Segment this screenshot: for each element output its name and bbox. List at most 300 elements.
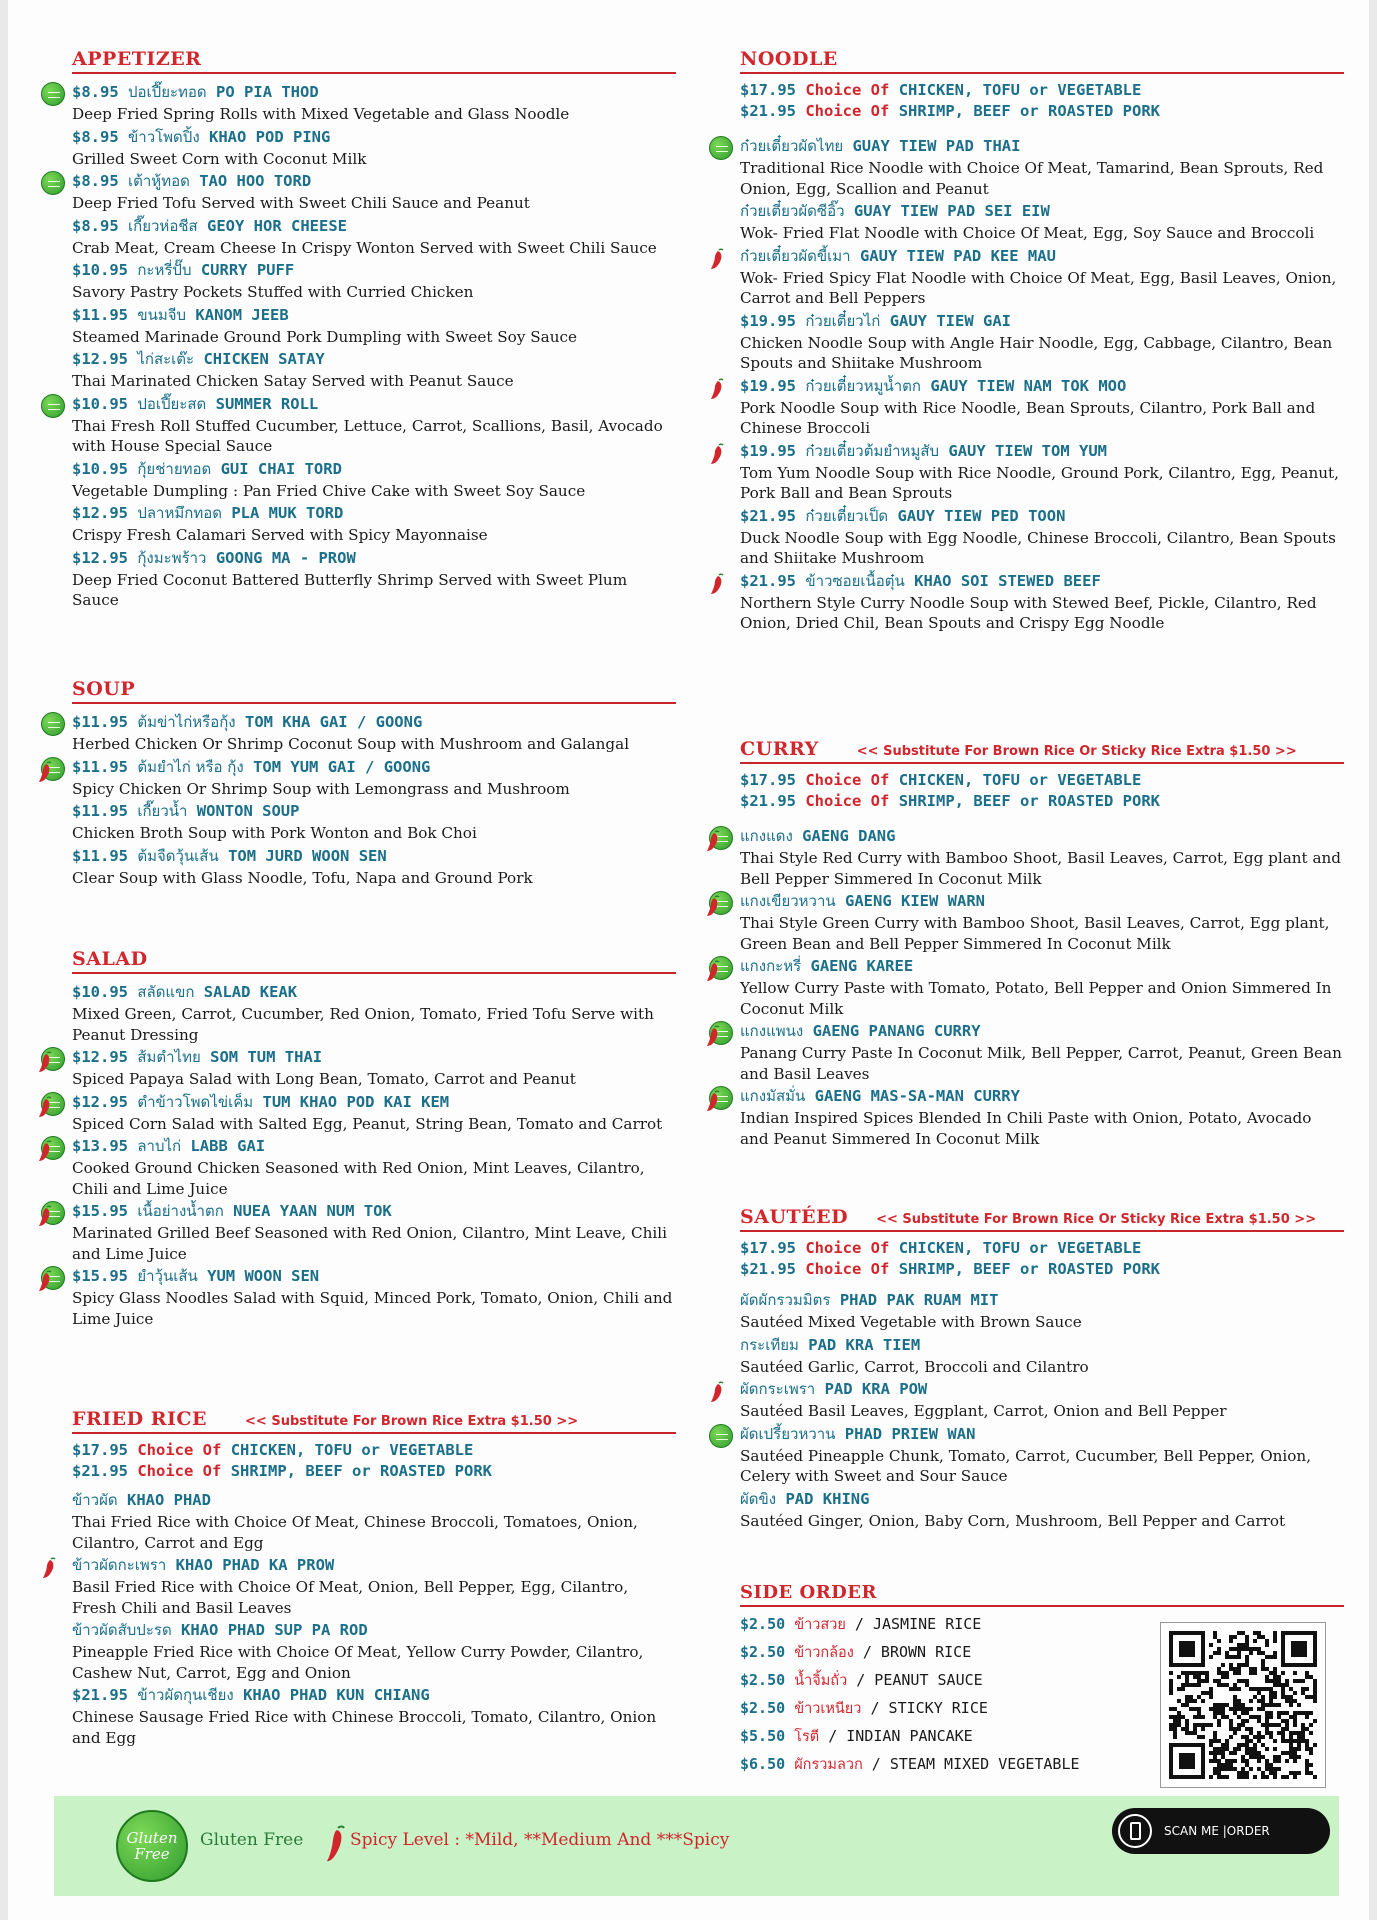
- gluten-free-icon: [41, 82, 65, 106]
- item-description: Grilled Sweet Corn with Coconut Milk: [72, 149, 367, 168]
- gluten-free-icon: [41, 712, 65, 736]
- fried-rice-header: [72, 1408, 676, 1434]
- menu-item: [740, 1487, 1344, 1532]
- curry-header: [740, 738, 1344, 764]
- menu-item: [740, 504, 1344, 569]
- item-name-line: [72, 980, 676, 1004]
- soup-title: SOUP: [72, 678, 136, 700]
- side-name: / STICKY RICE: [870, 1699, 988, 1717]
- item-price: $19.95: [740, 441, 796, 460]
- gluten-free-icon: [41, 171, 65, 195]
- item-description: Crispy Fresh Calamari Served with Spicy Mayonnaise: [72, 526, 488, 544]
- menu-item: [72, 1264, 676, 1329]
- menu-item: [72, 710, 676, 755]
- choice-label: Choice Of: [805, 792, 890, 810]
- item-name: GAUY TIEW PAD KEE MAU: [859, 246, 1056, 265]
- item-name-line: [72, 1618, 676, 1642]
- choice-price: $21.95: [740, 102, 796, 120]
- item-thai-name: ต้มจืดวุ้นเส้น: [137, 846, 219, 865]
- choice-price: $17.95: [740, 1239, 796, 1257]
- item-name: PAD KHING: [785, 1489, 870, 1508]
- item-name: GEOY HOR CHEESE: [207, 216, 347, 235]
- item-thai-name: แกงมัสมั่น: [740, 1087, 806, 1105]
- item-name-line: [740, 1487, 1344, 1511]
- menu-item: [740, 134, 1344, 199]
- item-name-line: [740, 1333, 1344, 1357]
- item-name-line: [740, 1377, 1344, 1401]
- item-name-line: [740, 1019, 1344, 1043]
- item-thai-name: กะหรี่ปั๊บ: [137, 261, 192, 279]
- item-thai-name: ข้าวผัดกุนเชียง: [137, 1686, 234, 1704]
- item-name-line: [740, 569, 1344, 593]
- item-name-line: [740, 824, 1344, 848]
- menu-item: [72, 392, 676, 457]
- gluten-free-label: Gluten Free: [200, 1830, 304, 1850]
- item-name-line: [740, 1084, 1344, 1108]
- item-description: Deep Fried Coconut Battered Butterfly Shrimp Served with Sweet Plum Sauce: [72, 570, 628, 609]
- spicy-level-label: Spicy Level : *Mild, **Medium And ***Spicy: [350, 1830, 730, 1850]
- item-thai-name: ก๋วยเตี๋ยวผัดซีอิ๊ว: [740, 202, 845, 220]
- chili-icon: [42, 1557, 58, 1579]
- choice-label: Choice Of: [805, 102, 890, 120]
- item-name-line: [740, 504, 1344, 528]
- item-thai-name: ข้าวซอยเนื้อตุ๋น: [805, 571, 905, 590]
- item-description: Sautéed Mixed Vegetable with Brown Sauce: [740, 1313, 1082, 1331]
- side-thai-name: ผักรวมลวก: [794, 1757, 863, 1773]
- item-thai-name: ก๋วยเตี๋ยวต้มยำหมูสับ: [805, 441, 940, 460]
- appetizer-title: APPETIZER: [72, 48, 202, 70]
- item-thai-name: ก๋วยเตี๋ยวผัดขี้เมา: [740, 246, 851, 265]
- chili-icon: [324, 1824, 350, 1864]
- side-price: $5.50: [740, 1727, 786, 1745]
- menu-item: [72, 980, 676, 1045]
- item-name: KHAO PHAD KA PROW: [175, 1556, 335, 1574]
- menu-item: [72, 1090, 676, 1135]
- menu-item: [740, 1377, 1344, 1422]
- item-name: KHAO POD PING: [209, 127, 331, 146]
- right-column: [740, 48, 1344, 1779]
- item-thai-name: ข้าวผัดสับปะรด: [72, 1621, 172, 1639]
- appetizer-items: [72, 80, 676, 611]
- item-thai-name: ต้มข่าไก่หรือกุ้ง: [137, 713, 236, 731]
- side-price: $2.50: [740, 1615, 786, 1633]
- item-description: Wok- Fried Flat Noodle with Choice Of Meat, Egg, Soy Sauce and Broccoli: [740, 224, 1315, 242]
- side-price: $6.50: [740, 1755, 786, 1773]
- item-description: Wok- Fried Spicy Flat Noodle with Choice Of Meat, Egg, Basil Leaves, Onion, Carrot and Bell Peppers: [740, 268, 1337, 307]
- item-name: GUI CHAI TORD: [220, 459, 342, 478]
- item-description: Steamed Marinade Ground Pork Dumpling with Sweet Soy Sauce: [72, 327, 577, 346]
- item-name: WONTON SOUP: [196, 802, 300, 820]
- menu-item: [72, 214, 676, 259]
- item-description: Deep Fried Spring Rolls with Mixed Vegetable and Glass Noodle: [72, 105, 570, 123]
- item-thai-name: ก๋วยเตี๋ยวเป็ด: [805, 506, 889, 525]
- chili-icon: [710, 573, 726, 595]
- menu-item: [72, 457, 676, 502]
- menu-item: [740, 824, 1344, 889]
- item-name: GAUY TIEW PED TOON: [897, 506, 1066, 525]
- chili-icon: [706, 895, 722, 917]
- item-description: Sautéed Pineapple Chunk, Tomato, Carrot, Cucumber, Bell Pepper, Onion, Celery with Sweet and Sour Sauce: [740, 1446, 1312, 1485]
- item-price: $11.95: [72, 713, 128, 731]
- choice-options: CHICKEN, TOFU or VEGETABLE: [898, 81, 1142, 99]
- item-thai-name: ข้าวโพดปิ้ง: [128, 127, 200, 146]
- salad-title: SALAD: [72, 948, 148, 970]
- side-price: $2.50: [740, 1671, 786, 1689]
- menu-item: [740, 309, 1344, 374]
- menu-item: [72, 755, 676, 800]
- item-price: $12.95: [72, 548, 128, 567]
- item-description: Spiced Papaya Salad with Long Bean, Tomato, Carrot and Peanut: [72, 1070, 576, 1088]
- choice-options: SHRIMP, BEEF or ROASTED PORK: [230, 1462, 492, 1480]
- item-name: PHAD PAK RUAM MIT: [839, 1291, 999, 1309]
- scan-order-label: SCAN ME |ORDER: [1164, 1824, 1270, 1838]
- side-thai-name: น้ำจิ้มถั่ว: [794, 1673, 848, 1689]
- item-description: Thai Fresh Roll Stuffed Cucumber, Lettuce, Carrot, Scallions, Basil, Avocado with House Special Sauce: [72, 416, 663, 455]
- menu-item: [72, 169, 676, 214]
- choice-price: $21.95: [72, 1462, 128, 1480]
- choice-label: Choice Of: [805, 81, 890, 99]
- item-thai-name: ข้าวผัด: [72, 1491, 118, 1509]
- chili-icon: [706, 830, 722, 852]
- item-thai-name: ปอเปี๊ยะทอด: [128, 83, 207, 101]
- item-description: Pork Noodle Soup with Rice Noodle, Bean Sprouts, Cilantro, Pork Ball and Chinese Broccoli: [740, 398, 1316, 437]
- item-name: KHAO PHAD SUP PA ROD: [181, 1621, 368, 1639]
- item-thai-name: ก๋วยเตี๋ยวไก่: [805, 311, 881, 330]
- curry-note: << Substitute For Brown Rice Or Sticky Rice Extra $1.50 >>: [856, 744, 1297, 759]
- side-thai-name: ข้าวสวย: [794, 1617, 846, 1633]
- item-description: Yellow Curry Paste with Tomato, Potato, Bell Pepper and Onion Simmered In Coconut Milk: [740, 979, 1332, 1018]
- item-description: Spiced Corn Salad with Salted Egg, Peanut, String Bean, Tomato and Carrot: [72, 1114, 663, 1133]
- menu-item: [740, 889, 1344, 954]
- appetizer-section: [72, 48, 676, 678]
- item-price: $12.95: [72, 1048, 128, 1066]
- item-price: $8.95: [72, 127, 119, 146]
- fried-rice-choice-2: [72, 1461, 676, 1482]
- item-name: GAUY TIEW NAM TOK MOO: [930, 376, 1127, 395]
- item-name-line: [72, 125, 676, 149]
- item-name: CHICKEN SATAY: [203, 350, 325, 368]
- sauteed-section: [740, 1206, 1344, 1582]
- appetizer-header: [72, 48, 676, 74]
- item-description: Chicken Noodle Soup with Angle Hair Noodle, Egg, Cabbage, Cilantro, Bean Spouts and Shiitake Mushroom: [740, 333, 1333, 372]
- item-thai-name: เต้าหู้ทอด: [128, 172, 190, 190]
- menu-item: [72, 303, 676, 348]
- item-name: GAENG PANANG CURRY: [812, 1022, 981, 1040]
- item-name-line: [740, 199, 1344, 223]
- item-name-line: [72, 214, 676, 238]
- item-price: $19.95: [740, 311, 796, 330]
- item-description: Traditional Rice Noodle with Choice Of Meat, Tamarind, Bean Sprouts, Red Onion, Egg, Scallion and Peanut: [740, 159, 1324, 198]
- item-name: NUEA YAAN NUM TOK: [233, 1202, 392, 1220]
- item-description: Spicy Glass Noodles Salad with Squid, Minced Pork, Tomato, Onion, Chili and Lime Juice: [72, 1289, 673, 1328]
- noodle-header: [740, 48, 1344, 74]
- chili-icon: [38, 761, 54, 783]
- item-thai-name: กุ้ยช่ายทอด: [137, 459, 212, 478]
- menu-item: [72, 1045, 676, 1090]
- item-description: Mixed Green, Carrot, Cucumber, Red Onion, Tomato, Fried Tofu Serve with Peanut Dressing: [72, 1005, 654, 1044]
- item-name-line: [72, 1488, 676, 1512]
- item-price: $8.95: [72, 83, 119, 101]
- menu-item: [72, 1553, 676, 1618]
- item-thai-name: ต้มยำไก่ หรือ กุ้ง: [137, 757, 244, 776]
- item-name-line: [72, 501, 676, 525]
- side-order-title: SIDE ORDER: [740, 1582, 877, 1603]
- item-price: $15.95: [72, 1267, 128, 1285]
- item-description: Marinated Grilled Beef Seasoned with Red Onion, Cilantro, Mint Leave, Chili and Lime Juice: [72, 1224, 667, 1263]
- item-description: Tom Yum Noodle Soup with Rice Noodle, Ground Pork, Cilantro, Egg, Peanut, Pork Ball and Bean Sprouts: [740, 463, 1339, 502]
- side-name: / PEANUT SAUCE: [856, 1671, 983, 1689]
- item-description: Sautéed Basil Leaves, Eggplant, Carrot, Onion and Bell Pepper: [740, 1402, 1227, 1420]
- gluten-free-icon: [709, 1424, 733, 1448]
- item-description: Vegetable Dumpling : Pan Fried Chive Cake with Sweet Soy Sauce: [72, 481, 586, 500]
- item-description: Cooked Ground Chicken Seasoned with Red Onion, Mint Leaves, Cilantro, Chili and Lime Juice: [72, 1159, 645, 1198]
- item-description: Deep Fried Tofu Served with Sweet Chili Sauce and Peanut: [72, 194, 530, 212]
- item-name-line: [740, 309, 1344, 333]
- item-description: Thai Fried Rice with Choice Of Meat, Chinese Broccoli, Tomatoes, Onion, Cilantro, Carrot and Egg: [72, 1513, 638, 1552]
- item-name: KHAO PHAD: [126, 1491, 211, 1509]
- menu-item: [72, 258, 676, 303]
- curry-choice-1: [740, 770, 1344, 791]
- menu-item: [72, 125, 676, 170]
- item-thai-name: ขนมจีบ: [137, 305, 187, 324]
- chili-icon: [710, 378, 726, 400]
- item-description: Indian Inspired Spices Blended In Chili Paste with Onion, Potato, Avocado and Peanut Simmered In Coconut Milk: [740, 1109, 1312, 1148]
- gluten-free-logo-icon: [116, 1810, 188, 1882]
- menu-item: [740, 954, 1344, 1019]
- sauteed-items: [740, 1288, 1344, 1531]
- menu-item: [740, 439, 1344, 504]
- curry-title: CURRY: [740, 738, 819, 760]
- logo-line-2: Free: [134, 1845, 170, 1863]
- item-price: $10.95: [72, 394, 128, 413]
- phone-icon: [1118, 1814, 1152, 1848]
- choice-options: CHICKEN, TOFU or VEGETABLE: [230, 1441, 474, 1459]
- qr-code[interactable]: [1160, 1622, 1326, 1788]
- choice-options: SHRIMP, BEEF or ROASTED PORK: [898, 792, 1160, 810]
- item-name-line: [72, 1553, 676, 1577]
- item-name: KANOM JEEB: [195, 305, 289, 324]
- item-description: Spicy Chicken Or Shrimp Soup with Lemongrass and Mushroom: [72, 779, 570, 798]
- item-description: Thai Style Green Curry with Bamboo Shoot, Basil Leaves, Carrot, Egg plant, Green Bean and Bell Pepper Simmered In Coconut Milk: [740, 914, 1330, 953]
- item-name: TOM KHA GAI / GOONG: [244, 713, 423, 731]
- item-thai-name: แกงแพนง: [740, 1022, 804, 1040]
- item-description: Pineapple Fried Rice with Choice Of Meat, Yellow Curry Powder, Cilantro, Cashew Nut, Carrot, Egg and Onion: [72, 1643, 644, 1682]
- choice-price: $17.95: [72, 1441, 128, 1459]
- item-name-line: [72, 799, 676, 823]
- item-name: GUAY TIEW PAD SEI EIW: [853, 202, 1050, 220]
- logo-line-1: Gluten: [126, 1829, 178, 1847]
- choice-price: $21.95: [740, 792, 796, 810]
- noodle-choice-1: [740, 80, 1344, 101]
- choice-label: Choice Of: [805, 771, 890, 789]
- item-price: $12.95: [72, 350, 128, 368]
- side-price: $2.50: [740, 1699, 786, 1717]
- sauteed-note: << Substitute For Brown Rice Or Sticky Rice Extra $1.50 >>: [876, 1212, 1317, 1227]
- item-thai-name: แกงกะหรี่: [740, 957, 802, 975]
- side-name: / BROWN RICE: [862, 1643, 972, 1661]
- item-description: Duck Noodle Soup with Egg Noodle, Chinese Broccoli, Cilantro, Bean Spouts and Shiitake Mushroom: [740, 528, 1336, 567]
- item-description: Sautéed Garlic, Carrot, Broccoli and Cilantro: [740, 1357, 1089, 1376]
- choice-label: Choice Of: [137, 1441, 222, 1459]
- menu-item: [72, 799, 676, 844]
- item-price: $8.95: [72, 216, 119, 235]
- gluten-free-icon: [709, 136, 733, 160]
- soup-items: [72, 710, 676, 888]
- item-description: Northern Style Curry Noodle Soup with Stewed Beef, Pickle, Cilantro, Red Onion, Dried Chil, Bean Spouts and Crispy Egg Noodle: [740, 593, 1317, 632]
- item-description: Clear Soup with Glass Noodle, Tofu, Napa and Ground Pork: [72, 868, 533, 887]
- chili-icon: [710, 443, 726, 465]
- item-thai-name: ไก่สะเต๊ะ: [137, 350, 195, 368]
- noodle-choice-2: [740, 101, 1344, 122]
- item-thai-name: ผัดขิง: [740, 1489, 777, 1508]
- item-name-line: [72, 258, 676, 282]
- chili-icon: [706, 1090, 722, 1112]
- item-description: Chicken Broth Soup with Pork Wonton and Bok Choi: [72, 824, 477, 842]
- item-thai-name: ผัดกระเพรา: [740, 1380, 816, 1398]
- item-thai-name: ลาบไก่: [137, 1137, 182, 1155]
- item-price: $10.95: [72, 459, 128, 478]
- menu-item: [72, 347, 676, 392]
- item-name-line: [72, 1199, 676, 1223]
- item-name-line: [740, 244, 1344, 268]
- item-price: $21.95: [740, 571, 796, 590]
- item-name: TUM KHAO POD KAI KEM: [262, 1092, 450, 1111]
- soup-header: [72, 678, 676, 704]
- item-thai-name: แกงแดง: [740, 827, 793, 845]
- item-price: $15.95: [72, 1202, 128, 1220]
- item-description: Basil Fried Rice with Choice Of Meat, Onion, Bell Pepper, Egg, Cilantro, Fresh Chili and Basil Leaves: [72, 1578, 629, 1617]
- sauteed-choice-1: [740, 1238, 1344, 1259]
- chili-icon: [38, 1096, 54, 1118]
- menu-item: [72, 80, 676, 125]
- item-name: GAENG MAS-SA-MAN CURRY: [814, 1087, 1020, 1105]
- item-name: GAENG DANG: [802, 827, 896, 845]
- menu-item: [740, 569, 1344, 634]
- menu-item: [740, 199, 1344, 244]
- item-name: TAO HOO TORD: [199, 172, 312, 190]
- item-price: $19.95: [740, 376, 796, 395]
- chili-icon: [38, 1051, 54, 1073]
- chili-icon: [38, 1270, 54, 1292]
- curry-items: [740, 824, 1344, 1149]
- choice-label: Choice Of: [137, 1462, 222, 1480]
- item-price: $11.95: [72, 802, 128, 820]
- item-name: LABB GAI: [190, 1137, 266, 1155]
- noodle-title: NOODLE: [740, 48, 838, 70]
- item-name-line: [72, 80, 676, 104]
- item-thai-name: เกี๊ยวน้ำ: [137, 802, 188, 820]
- item-name: GAENG KAREE: [810, 957, 914, 975]
- item-name: GAENG KIEW WARN: [845, 892, 985, 910]
- item-description: Chinese Sausage Fried Rice with Chinese Broccoli, Tomato, Cilantro, Onion and Egg: [72, 1708, 657, 1747]
- item-name-line: [72, 1090, 676, 1114]
- item-name-line: [740, 374, 1344, 398]
- salad-section: [72, 948, 676, 1408]
- menu-item: [740, 1422, 1344, 1487]
- menu-item: [72, 1618, 676, 1683]
- menu-item: [740, 374, 1344, 439]
- item-description: Savory Pastry Pockets Stuffed with Curried Chicken: [72, 283, 474, 301]
- item-description: Thai Marinated Chicken Satay Served with Peanut Sauce: [72, 372, 514, 390]
- item-thai-name: ผัดผักรวมมิตร: [740, 1291, 831, 1309]
- item-name: KHAO SOI STEWED BEEF: [914, 571, 1101, 590]
- item-name: PO PIA THOD: [216, 83, 319, 101]
- item-name: TOM JURD WOON SEN: [228, 846, 387, 865]
- gluten-free-icon: [41, 394, 65, 418]
- side-thai-name: ข้าวกล้อง: [794, 1645, 854, 1661]
- item-name: PAD KRA POW: [824, 1380, 928, 1398]
- menu-item: [72, 1134, 676, 1199]
- item-name: SOM TUM THAI: [210, 1048, 323, 1066]
- item-name: GAUY TIEW GAI: [889, 311, 1012, 330]
- item-price: $11.95: [72, 846, 128, 865]
- item-thai-name: สลัดแขก: [137, 983, 195, 1001]
- item-description: Crab Meat, Cream Cheese In Crispy Wonton Served with Sweet Chili Sauce: [72, 238, 657, 257]
- item-description: Thai Style Red Curry with Bamboo Shoot, Basil Leaves, Carrot, Egg plant and Bell Pepper Simmered In Coconut Milk: [740, 849, 1342, 888]
- item-price: $21.95: [72, 1686, 128, 1704]
- item-thai-name: ปอเปี๊ยะสด: [137, 394, 207, 413]
- item-thai-name: เนื้อย่างน้ำตก: [137, 1202, 224, 1220]
- item-name-line: [740, 134, 1344, 158]
- scan-order-button[interactable]: [1112, 1808, 1330, 1854]
- menu-item: [72, 1199, 676, 1264]
- chili-icon: [38, 1140, 54, 1162]
- item-name-line: [72, 755, 676, 779]
- choice-price: $17.95: [740, 771, 796, 789]
- item-description: Sautéed Ginger, Onion, Baby Corn, Mushroom, Bell Pepper and Carrot: [740, 1511, 1286, 1530]
- item-price: $8.95: [72, 172, 119, 190]
- item-thai-name: เกี๊ยวห่อชีส: [128, 216, 198, 235]
- curry-section: [740, 738, 1344, 1206]
- item-name: GOONG MA - PROW: [215, 548, 356, 567]
- item-name-line: [72, 169, 676, 193]
- item-name: SALAD KEAK: [203, 983, 298, 1001]
- chili-icon: [38, 1205, 54, 1227]
- item-name-line: [740, 439, 1344, 463]
- menu-item: [72, 1683, 676, 1748]
- choice-options: SHRIMP, BEEF or ROASTED PORK: [898, 1260, 1160, 1278]
- side-order-header: [740, 1582, 1344, 1607]
- item-price: $21.95: [740, 506, 796, 525]
- fried-rice-note: << Substitute For Brown Rice Extra $1.50 >>: [245, 1414, 579, 1429]
- item-name: CURRY PUFF: [200, 261, 295, 279]
- side-thai-name: ข้าวเหนียว: [794, 1701, 862, 1717]
- menu-item: [740, 1333, 1344, 1378]
- item-name-line: [72, 546, 676, 570]
- noodle-section: [740, 48, 1344, 738]
- item-price: $10.95: [72, 261, 128, 279]
- choice-label: Choice Of: [805, 1260, 890, 1278]
- menu-item: [72, 1488, 676, 1553]
- noodle-items: [740, 134, 1344, 634]
- side-thai-name: โรตี: [794, 1729, 820, 1745]
- menu-item: [740, 1084, 1344, 1149]
- choice-price: $21.95: [740, 1260, 796, 1278]
- soup-section: [72, 678, 676, 948]
- item-name-line: [72, 1683, 676, 1707]
- salad-items: [72, 980, 676, 1329]
- item-name-line: [740, 1288, 1344, 1312]
- item-thai-name: ผัดเปรี้ยวหวาน: [740, 1424, 836, 1443]
- menu-item: [72, 844, 676, 889]
- sauteed-title: SAUTÉED: [740, 1206, 849, 1228]
- item-price: $11.95: [72, 305, 128, 324]
- item-thai-name: กุ้งมะพร้าว: [137, 548, 207, 567]
- item-name-line: [72, 347, 676, 371]
- left-column: [72, 48, 676, 1748]
- curry-choice-2: [740, 791, 1344, 812]
- item-name: GAUY TIEW TOM YUM: [948, 441, 1107, 460]
